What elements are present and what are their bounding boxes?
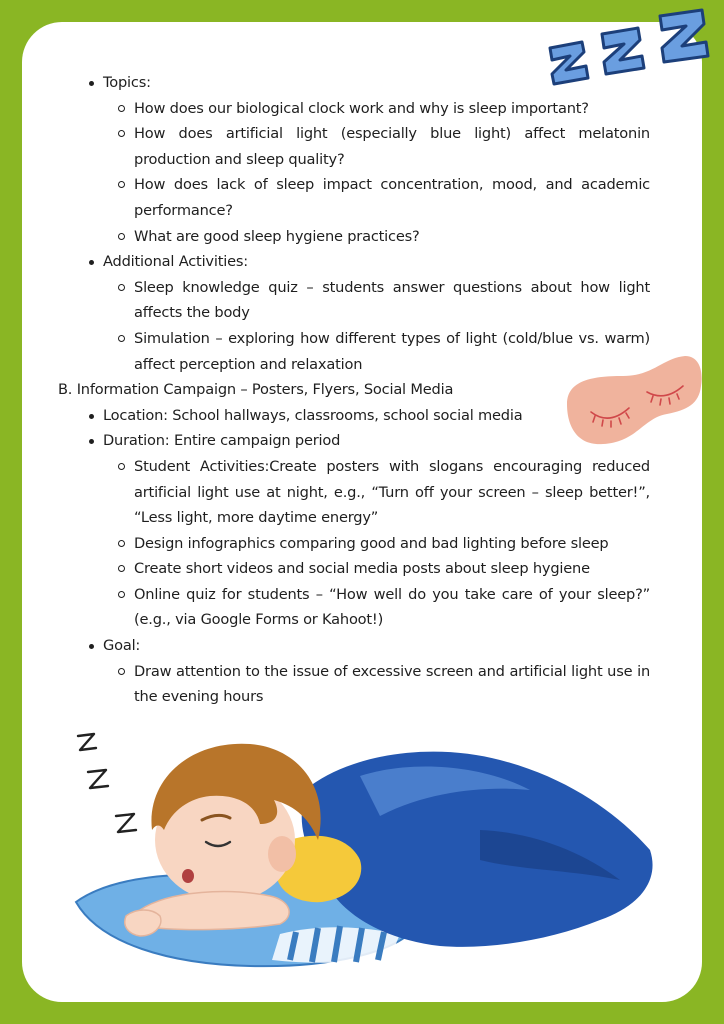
document-body [58,70,650,710]
activity-item: Sleep knowledge quiz – students answer questions about how light affects the body [103,275,650,326]
campaign-activity-item: Design infographics comparing good and bad lighting before sleep [103,531,650,557]
campaign-activity-item: Online quiz for students – “How well do you take care of your sleep?” (e.g., via Google Forms or Kahoot!) [103,582,650,633]
goal-detail-item: Draw attention to the issue of excessive screen and artificial light use in the evening hours [103,659,650,710]
topic-item: What are good sleep hygiene practices? [103,224,650,250]
topics-label: Topics: [103,74,151,91]
additional-activities-item [58,249,650,377]
activity-item: Simulation – exploring how different types of light (cold/blue vs. warm) affect perception and relaxation [103,326,650,377]
sleeping-boy-illustration [60,720,660,990]
topic-item: How does our biological clock work and why is sleep important? [103,96,650,122]
location-item: Location: School hallways, classrooms, school social media [58,403,650,429]
topics-item [58,70,650,249]
topic-item: How does artificial light (especially blue light) affect melatonin production and sleep quality? [103,121,650,172]
topic-item: How does lack of sleep impact concentration, mood, and academic performance? [103,172,650,223]
duration-item [58,428,650,633]
duration-label: Duration: Entire campaign period [103,432,341,450]
goal-item [58,633,650,710]
additional-activities-label: Additional Activities: [103,253,248,271]
campaign-activity-item: Student Activities:Create posters with slogans encouraging reduced artificial light use at night, e.g., “Turn off your screen – sleep better!”, “Less light, more daytime energy” [103,454,650,531]
goal-label: Goal: [103,637,141,655]
campaign-activity-item: Create short videos and social media posts about sleep hygiene [103,556,650,582]
section-b-heading: B. Information Campaign – Posters, Flyers, Social Media [58,381,454,399]
